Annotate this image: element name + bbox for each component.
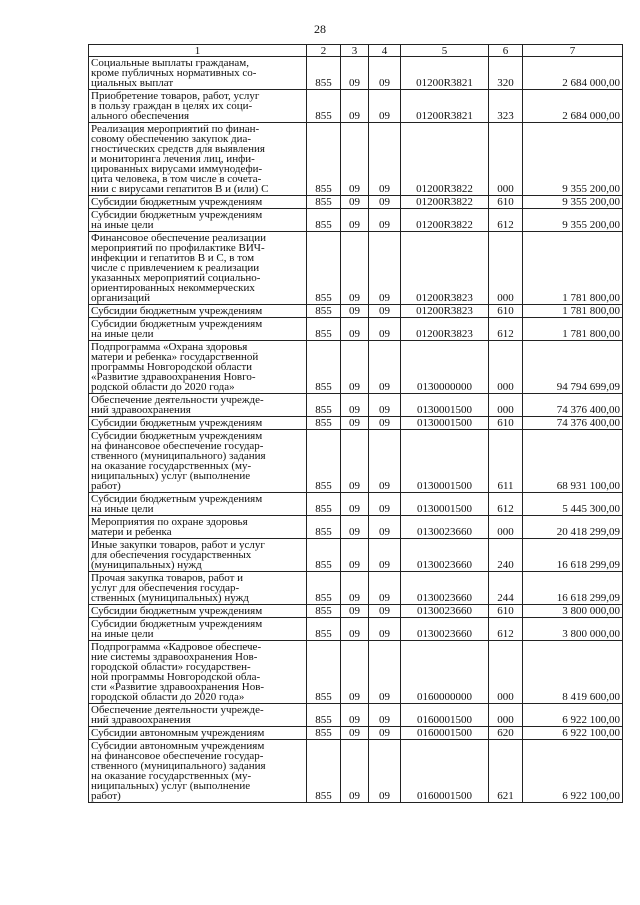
expense-type-cell: 000	[489, 704, 523, 727]
amount-cell: 9 355 200,00	[523, 209, 623, 232]
expense-name-line: сти «Развитие здравоохранения Нов-	[91, 681, 265, 693]
amount-cell: 6 922 100,00	[523, 740, 623, 803]
table-row	[89, 430, 623, 493]
section-code-cell: 09	[341, 394, 369, 417]
section-code-cell: 09	[341, 318, 369, 341]
expense-type-cell: 323	[489, 90, 523, 123]
expense-name-cell	[89, 196, 307, 209]
col-header-6: 6	[489, 45, 523, 57]
ministry-code-cell: 855	[307, 417, 341, 430]
section-code-cell: 09	[341, 516, 369, 539]
expense-name-line: кроме публичных нормативных со-	[91, 67, 257, 79]
amount-cell: 74 376 400,00	[523, 417, 623, 430]
table-row	[89, 493, 623, 516]
expense-name-line: Подпрограмма «Охрана здоровья	[91, 341, 248, 353]
amount-cell: 6 922 100,00	[523, 727, 623, 740]
target-article-cell: 0130023660	[401, 605, 489, 618]
expense-name-cell	[89, 341, 307, 394]
expense-name-cell	[89, 417, 307, 430]
expense-name-line: ственного (муниципального) задания	[91, 450, 266, 462]
ministry-code-cell: 855	[307, 123, 341, 196]
expense-name-line: Субсидии автономным учреждениям	[91, 740, 265, 752]
expense-name-cell	[89, 57, 307, 90]
amount-cell: 6 922 100,00	[523, 704, 623, 727]
expense-name-line: работ)	[91, 790, 121, 802]
expense-name-line: (муниципальных) нужд	[91, 559, 202, 571]
expense-name-line: ние системы здравоохранения Нов-	[91, 651, 258, 663]
subsection-code-cell: 09	[369, 572, 401, 605]
table-row	[89, 123, 623, 196]
expense-type-cell: 610	[489, 417, 523, 430]
section-code-cell: 09	[341, 196, 369, 209]
ministry-code-cell: 855	[307, 539, 341, 572]
table-row	[89, 641, 623, 704]
expense-type-cell: 000	[489, 123, 523, 196]
ministry-code-cell: 855	[307, 618, 341, 641]
target-article-cell: 0130023660	[401, 618, 489, 641]
amount-cell: 94 794 699,09	[523, 341, 623, 394]
expense-name-cell	[89, 618, 307, 641]
expense-name-line: программы Новгородской области	[91, 361, 253, 373]
col-header-7: 7	[523, 45, 623, 57]
ministry-code-cell: 855	[307, 704, 341, 727]
table-row	[89, 318, 623, 341]
amount-cell: 20 418 299,09	[523, 516, 623, 539]
expense-type-cell: 000	[489, 516, 523, 539]
amount-cell: 74 376 400,00	[523, 394, 623, 417]
expense-name-line: числе с привлечением к реализации	[91, 262, 260, 274]
amount-cell: 3 800 000,00	[523, 618, 623, 641]
section-code-cell: 09	[341, 704, 369, 727]
expense-name-line: Субсидии автономным учреждениям	[91, 727, 265, 739]
target-article-cell: 01200R3823	[401, 305, 489, 318]
target-article-cell: 01200R3823	[401, 318, 489, 341]
subsection-code-cell: 09	[369, 57, 401, 90]
section-code-cell: 09	[341, 123, 369, 196]
target-article-cell: 0130023660	[401, 539, 489, 572]
amount-cell: 2 684 000,00	[523, 57, 623, 90]
expense-name-line: «Развитие здравоохранения Новго-	[91, 371, 256, 383]
ministry-code-cell: 855	[307, 305, 341, 318]
expense-name-line: и мониторинга лечения лиц, инфи-	[91, 153, 255, 165]
section-code-cell: 09	[341, 57, 369, 90]
table-row	[89, 605, 623, 618]
ministry-code-cell: 855	[307, 430, 341, 493]
col-header-3: 3	[341, 45, 369, 57]
expense-name-line: ниципальных) услуг (выполнение	[91, 780, 251, 792]
col-header-4: 4	[369, 45, 401, 57]
target-article-cell: 01200R3822	[401, 123, 489, 196]
expense-name-cell	[89, 209, 307, 232]
subsection-code-cell: 09	[369, 196, 401, 209]
expense-name-line: нии с вирусами гепатитов В и (или) С	[91, 183, 269, 195]
expense-name-cell	[89, 305, 307, 318]
subsection-code-cell: 09	[369, 430, 401, 493]
subsection-code-cell: 09	[369, 341, 401, 394]
subsection-code-cell: 09	[369, 209, 401, 232]
target-article-cell: 0130023660	[401, 572, 489, 605]
section-code-cell: 09	[341, 209, 369, 232]
table-row	[89, 57, 623, 90]
expense-name-line: Субсидии бюджетным учреждениям	[91, 430, 263, 442]
expense-type-cell: 000	[489, 232, 523, 305]
expense-name-line: Субсидии бюджетным учреждениям	[91, 305, 263, 317]
ministry-code-cell: 855	[307, 57, 341, 90]
expense-name-cell	[89, 572, 307, 605]
expense-name-line: на иные цели	[91, 328, 154, 340]
amount-cell: 1 781 800,00	[523, 318, 623, 341]
amount-cell: 1 781 800,00	[523, 305, 623, 318]
expense-name-line: Приобретение товаров, работ, услуг	[91, 90, 260, 102]
expense-name-line: для обеспечения государственных	[91, 549, 252, 561]
amount-cell: 16 618 299,09	[523, 539, 623, 572]
expense-type-cell: 620	[489, 727, 523, 740]
ministry-code-cell: 855	[307, 232, 341, 305]
ministry-code-cell: 855	[307, 196, 341, 209]
expense-name-line: на финансовое обеспечение государ-	[91, 750, 264, 762]
expense-type-cell: 244	[489, 572, 523, 605]
expense-name-line: циальных выплат	[91, 77, 174, 89]
expense-name-line: на иные цели	[91, 628, 154, 640]
subsection-code-cell: 09	[369, 305, 401, 318]
section-code-cell: 09	[341, 618, 369, 641]
target-article-cell: 0130001500	[401, 417, 489, 430]
section-code-cell: 09	[341, 341, 369, 394]
ministry-code-cell: 855	[307, 394, 341, 417]
expense-name-line: ниципальных) услуг (выполнение	[91, 470, 251, 482]
expense-name-cell	[89, 394, 307, 417]
target-article-cell: 01200R3821	[401, 57, 489, 90]
section-code-cell: 09	[341, 641, 369, 704]
section-code-cell: 09	[341, 493, 369, 516]
expense-type-cell: 610	[489, 305, 523, 318]
amount-cell: 9 355 200,00	[523, 196, 623, 209]
table-row	[89, 209, 623, 232]
target-article-cell: 0160001500	[401, 727, 489, 740]
expense-type-cell: 612	[489, 209, 523, 232]
target-article-cell: 0160001500	[401, 740, 489, 803]
subsection-code-cell: 09	[369, 641, 401, 704]
expense-name-cell	[89, 430, 307, 493]
target-article-cell: 0130001500	[401, 430, 489, 493]
subsection-code-cell: 09	[369, 232, 401, 305]
table-row	[89, 341, 623, 394]
expense-name-line: цита человека, в том числе в сочета-	[91, 173, 262, 185]
expense-name-line: Прочая закупка товаров, работ и	[91, 572, 244, 584]
expense-name-line: цированных вирусами иммунодефи-	[91, 163, 263, 175]
table-body	[89, 57, 623, 803]
expense-type-cell: 612	[489, 318, 523, 341]
table-row	[89, 539, 623, 572]
table-row	[89, 704, 623, 727]
section-code-cell: 09	[341, 90, 369, 123]
section-code-cell: 09	[341, 572, 369, 605]
expense-name-line: ственного (муниципального) задания	[91, 760, 266, 772]
target-article-cell: 01200R3821	[401, 90, 489, 123]
subsection-code-cell: 09	[369, 394, 401, 417]
ministry-code-cell: 855	[307, 318, 341, 341]
subsection-code-cell: 09	[369, 318, 401, 341]
amount-cell: 8 419 600,00	[523, 641, 623, 704]
target-article-cell: 0130000000	[401, 341, 489, 394]
expense-name-line: на иные цели	[91, 503, 154, 515]
subsection-code-cell: 09	[369, 618, 401, 641]
amount-cell: 2 684 000,00	[523, 90, 623, 123]
ministry-code-cell: 855	[307, 740, 341, 803]
table-row	[89, 727, 623, 740]
target-article-cell: 0160000000	[401, 641, 489, 704]
ministry-code-cell: 855	[307, 727, 341, 740]
section-code-cell: 09	[341, 305, 369, 318]
expense-name-line: ориентированных некоммерческих	[91, 282, 255, 294]
expense-name-line: Социальные выплаты гражданам,	[91, 57, 249, 69]
table-row	[89, 572, 623, 605]
budget-table	[88, 44, 623, 803]
subsection-code-cell: 09	[369, 493, 401, 516]
ministry-code-cell: 855	[307, 209, 341, 232]
subsection-code-cell: 09	[369, 123, 401, 196]
expense-name-line: Подпрограмма «Кадровое обеспече-	[91, 641, 262, 653]
ministry-code-cell: 855	[307, 572, 341, 605]
amount-cell: 68 931 100,00	[523, 430, 623, 493]
expense-name-line: Обеспечение деятельности учрежде-	[91, 704, 264, 716]
col-header-1: 1	[89, 45, 307, 57]
expense-type-cell: 612	[489, 618, 523, 641]
expense-name-line: на оказание государственных (му-	[91, 770, 252, 782]
expense-name-line: Обеспечение деятельности учрежде-	[91, 394, 264, 406]
expense-name-cell	[89, 516, 307, 539]
subsection-code-cell: 09	[369, 90, 401, 123]
expense-type-cell: 621	[489, 740, 523, 803]
expense-type-cell: 240	[489, 539, 523, 572]
expense-name-line: в пользу граждан в целях их соци-	[91, 100, 253, 112]
subsection-code-cell: 09	[369, 704, 401, 727]
subsection-code-cell: 09	[369, 539, 401, 572]
expense-name-cell	[89, 704, 307, 727]
expense-name-line: Субсидии бюджетным учреждениям	[91, 196, 263, 208]
expense-name-cell	[89, 605, 307, 618]
table-row	[89, 618, 623, 641]
col-header-2: 2	[307, 45, 341, 57]
amount-cell: 5 445 300,00	[523, 493, 623, 516]
expense-type-cell: 611	[489, 430, 523, 493]
expense-name-line: работ)	[91, 480, 121, 492]
expense-name-line: Субсидии бюджетным учреждениям	[91, 618, 263, 630]
expense-type-cell: 000	[489, 641, 523, 704]
expense-name-line: организаций	[91, 292, 151, 304]
expense-type-cell: 320	[489, 57, 523, 90]
section-code-cell: 09	[341, 605, 369, 618]
target-article-cell: 0130001500	[401, 394, 489, 417]
expense-name-line: инфекции и гепатитов В и С, в том	[91, 252, 255, 264]
expense-name-line: Иные закупки товаров, работ и услуг	[91, 539, 265, 551]
expense-name-line: на оказание государственных (му-	[91, 460, 252, 472]
expense-type-cell: 610	[489, 605, 523, 618]
table-row	[89, 417, 623, 430]
table-row	[89, 196, 623, 209]
expense-name-line: Субсидии бюджетным учреждениям	[91, 318, 263, 330]
expense-name-cell	[89, 90, 307, 123]
section-code-cell: 09	[341, 430, 369, 493]
col-header-5: 5	[401, 45, 489, 57]
subsection-code-cell: 09	[369, 417, 401, 430]
expense-type-cell: 000	[489, 394, 523, 417]
section-code-cell: 09	[341, 417, 369, 430]
expense-name-line: Субсидии бюджетным учреждениям	[91, 209, 263, 221]
amount-cell: 1 781 800,00	[523, 232, 623, 305]
expense-name-cell	[89, 232, 307, 305]
target-article-cell: 01200R3823	[401, 232, 489, 305]
expense-name-line: матери и ребенка	[91, 526, 172, 538]
expense-name-line: Субсидии бюджетным учреждениям	[91, 605, 263, 617]
expense-name-cell	[89, 727, 307, 740]
expense-name-line: ственных (муниципальных) нужд	[91, 592, 249, 604]
amount-cell: 3 800 000,00	[523, 605, 623, 618]
ministry-code-cell: 855	[307, 90, 341, 123]
subsection-code-cell: 09	[369, 740, 401, 803]
section-code-cell: 09	[341, 539, 369, 572]
ministry-code-cell: 855	[307, 341, 341, 394]
expense-name-line: ной программы Новгородской обла-	[91, 671, 261, 683]
ministry-code-cell: 855	[307, 641, 341, 704]
expense-type-cell: 000	[489, 341, 523, 394]
expense-name-line: городской области до 2020 года»	[91, 691, 245, 703]
table-row	[89, 90, 623, 123]
expense-name-line: родской области до 2020 года»	[91, 381, 235, 393]
amount-cell: 16 618 299,09	[523, 572, 623, 605]
expense-name-line: гностических средств для выявления	[91, 143, 265, 155]
expense-name-line: городской области» государствен-	[91, 661, 251, 673]
table-row	[89, 740, 623, 803]
expense-name-line: указанных мероприятий социально-	[91, 272, 261, 284]
expense-name-line: Субсидии бюджетным учреждениям	[91, 417, 263, 429]
target-article-cell: 0130001500	[401, 493, 489, 516]
ministry-code-cell: 855	[307, 493, 341, 516]
expense-name-line: на иные цели	[91, 219, 154, 231]
expense-type-cell: 610	[489, 196, 523, 209]
target-article-cell: 0130023660	[401, 516, 489, 539]
expense-name-line: на финансовое обеспечение государ-	[91, 440, 264, 452]
expense-name-line: ний здравоохранения	[91, 714, 191, 726]
table-row	[89, 305, 623, 318]
expense-name-cell	[89, 641, 307, 704]
ministry-code-cell: 855	[307, 605, 341, 618]
expense-name-line: Субсидии бюджетным учреждениям	[91, 493, 263, 505]
subsection-code-cell: 09	[369, 516, 401, 539]
expense-name-cell	[89, 318, 307, 341]
section-code-cell: 09	[341, 727, 369, 740]
expense-name-line: мероприятий по профилактике ВИЧ-	[91, 242, 265, 254]
expense-name-line: матери и ребенка» государственной	[91, 351, 259, 363]
target-article-cell: 01200R3822	[401, 196, 489, 209]
expense-name-line: Мероприятия по охране здоровья	[91, 516, 248, 528]
table-row	[89, 516, 623, 539]
expense-name-line: Реализация мероприятий по финан-	[91, 123, 260, 135]
page-number: 28	[314, 22, 326, 36]
expense-name-line: ального обеспечения	[91, 110, 190, 122]
subsection-code-cell: 09	[369, 605, 401, 618]
expense-name-line: ний здравоохранения	[91, 404, 191, 416]
target-article-cell: 0160001500	[401, 704, 489, 727]
expense-name-line: совому обеспечению закупок диа-	[91, 133, 252, 145]
expense-name-cell	[89, 740, 307, 803]
target-article-cell: 01200R3822	[401, 209, 489, 232]
ministry-code-cell: 855	[307, 516, 341, 539]
section-code-cell: 09	[341, 232, 369, 305]
table-row	[89, 394, 623, 417]
header-row	[89, 45, 623, 57]
expense-name-cell	[89, 539, 307, 572]
amount-cell: 9 355 200,00	[523, 123, 623, 196]
expense-name-cell	[89, 493, 307, 516]
section-code-cell: 09	[341, 740, 369, 803]
expense-name-line: Финансовое обеспечение реализации	[91, 232, 267, 244]
expense-type-cell: 612	[489, 493, 523, 516]
expense-name-line: услуг для обеспечения государ-	[91, 582, 240, 594]
subsection-code-cell: 09	[369, 727, 401, 740]
expense-name-cell	[89, 123, 307, 196]
table-row	[89, 232, 623, 305]
